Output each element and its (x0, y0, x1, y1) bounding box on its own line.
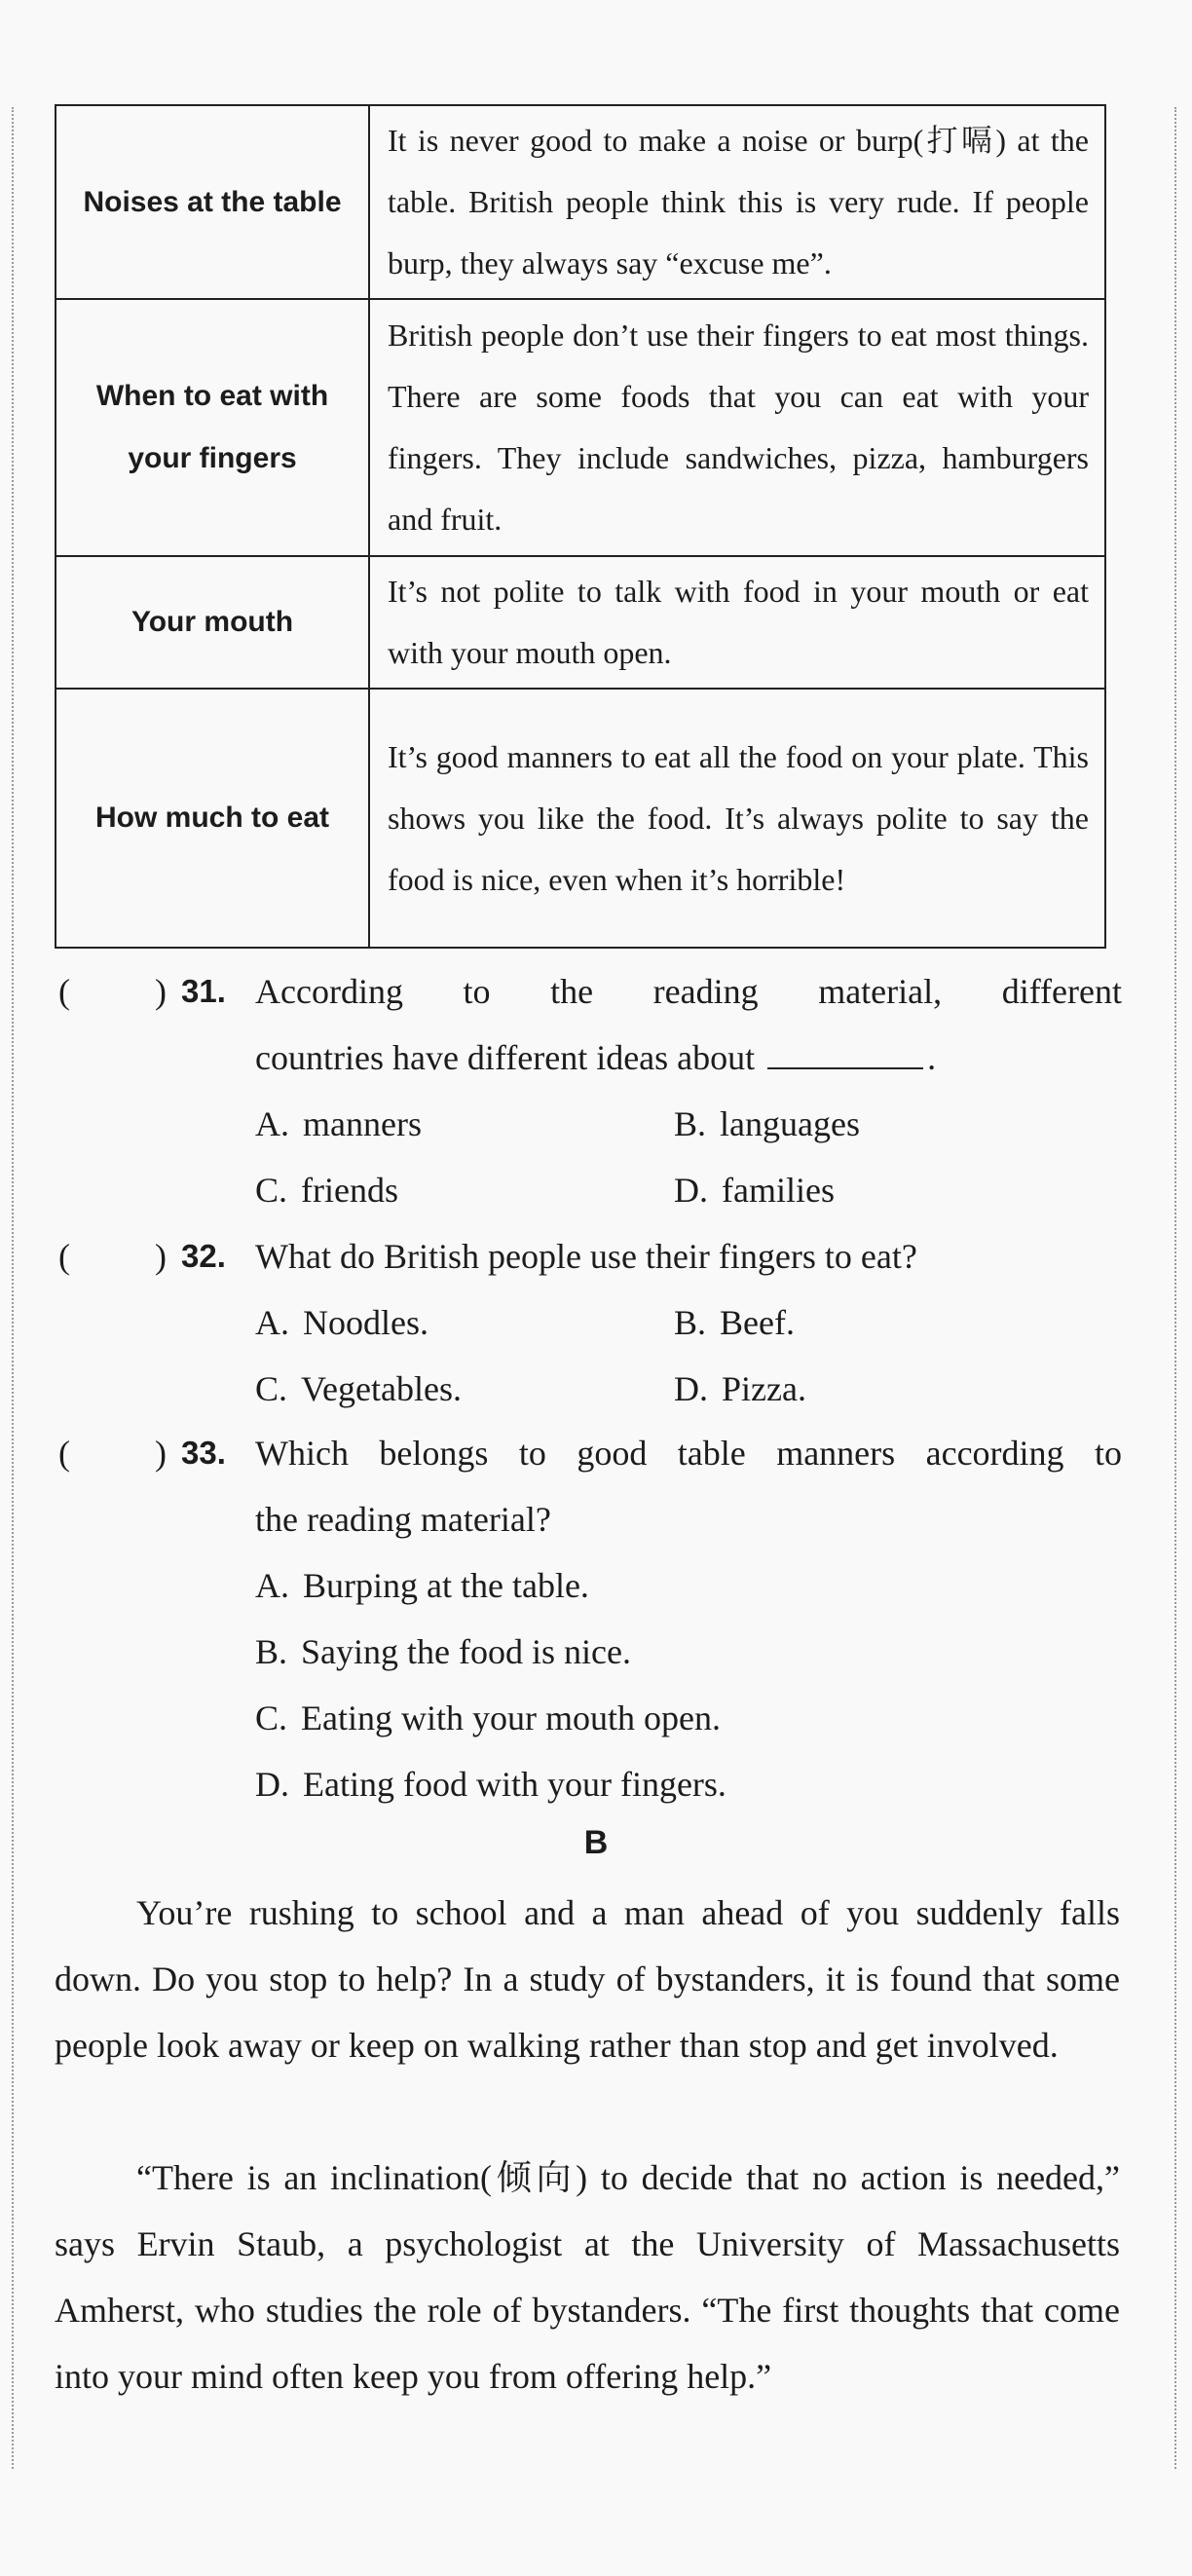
table-manners-table (55, 104, 1106, 949)
question-stem-text: countries have different ideas about (255, 1038, 756, 1077)
option-text: Eating food with your fingers. (303, 1765, 726, 1804)
option-letter: C. (255, 1699, 288, 1737)
answer-paren-open: ( (58, 972, 70, 1011)
question-number: 31. (181, 973, 226, 1009)
question-number: 33. (181, 1435, 226, 1471)
option-letter: B. (674, 1104, 707, 1143)
answer-paren-open: ( (58, 1434, 70, 1473)
question-33 (55, 1420, 1126, 1817)
option-letter: C. (255, 1171, 288, 1210)
answer-paren-close: ) (155, 972, 167, 1011)
option-letter: A. (255, 1303, 289, 1342)
option-text: Burping at the table. (303, 1566, 589, 1605)
option-c (255, 1157, 398, 1223)
option-letter: C. (255, 1369, 288, 1408)
question-stem: Which belongs to good table manners according to (255, 1434, 1122, 1473)
option-letter: D. (674, 1369, 708, 1408)
option-letter: D. (255, 1765, 289, 1804)
table-row (56, 299, 1105, 556)
question-stem-end: . (927, 1038, 937, 1077)
answer-paren-open: ( (58, 1237, 70, 1276)
passage-paragraph: You’re rushing to school and a man ahead of you suddenly falls down. Do you stop to help? In a study of bystanders, it is found that some people look away or keep on walking rather than stop and get involved. (55, 1893, 1120, 2065)
option-letter: D. (674, 1171, 708, 1210)
answer-paren-close: ) (155, 1237, 167, 1276)
option-letter: A. (255, 1104, 289, 1143)
option-text: families (722, 1171, 835, 1210)
left-margin-line (12, 107, 14, 2469)
option-a (255, 1552, 589, 1619)
question-stem: What do British people use their fingers to eat? (255, 1237, 917, 1276)
question-stem: According to the reading material, different (255, 972, 1122, 1011)
section-b-title: B (583, 1824, 609, 1861)
option-letter: B. (255, 1632, 288, 1671)
table-row (56, 556, 1105, 689)
option-d (674, 1356, 806, 1422)
option-text: Vegetables. (301, 1369, 462, 1408)
option-text: friends (301, 1171, 398, 1210)
question-stem-continued: the reading material? (255, 1500, 551, 1539)
question-stem-continued (255, 1025, 936, 1091)
question-number: 32. (181, 1238, 226, 1274)
table-topic: Noises at the table (56, 105, 369, 299)
question-32 (55, 1223, 1126, 1422)
table-topic: Your mouth (56, 556, 369, 689)
table-row (56, 105, 1105, 299)
table-description: It is never good to make a noise or burp(打嗝) at the table. British people think this is very rude. If people burp, they always say “excuse me”. (369, 105, 1105, 299)
option-text: Eating with your mouth open. (301, 1699, 721, 1737)
option-text: languages (720, 1104, 860, 1143)
option-text: manners (303, 1104, 422, 1143)
option-d (674, 1157, 835, 1223)
option-d (255, 1751, 726, 1817)
right-margin-line (1174, 107, 1176, 2469)
table-topic: When to eat with your fingers (56, 299, 369, 556)
option-letter: A. (255, 1566, 289, 1605)
option-b (674, 1289, 795, 1356)
answer-blank (767, 1028, 923, 1069)
passage-paragraph: “There is an inclination(倾向) to decide that no action is needed,” says Ervin Staub, a psychologist at the University of Massachusetts Amherst, who studies the role of bystanders. “The first thoughts that come into your mind often keep you from offering help.” (55, 2158, 1120, 2396)
table-topic: How much to eat (56, 689, 369, 948)
option-c (255, 1356, 462, 1422)
option-text: Beef. (720, 1303, 795, 1342)
option-letter: B. (674, 1303, 707, 1342)
table-description: British people don’t use their fingers to eat most things. There are some foods that you can eat with your fingers. They include sandwiches, pizza, hamburgers and fruit. (369, 299, 1105, 556)
option-text: Noodles. (303, 1303, 428, 1342)
option-a (255, 1289, 428, 1356)
question-31 (55, 958, 1126, 1223)
table-description: It’s not polite to talk with food in your mouth or eat with your mouth open. (369, 556, 1105, 689)
option-text: Pizza. (722, 1369, 806, 1408)
option-c (255, 1685, 721, 1751)
option-b (255, 1619, 631, 1685)
table-description: It’s good manners to eat all the food on your plate. This shows you like the food. It’s always polite to say the food is nice, even when it’s horrible! (369, 689, 1105, 948)
option-a (255, 1091, 422, 1157)
option-text: Saying the food is nice. (301, 1632, 631, 1671)
table-row (56, 689, 1105, 948)
answer-paren-close: ) (155, 1434, 167, 1473)
option-b (674, 1091, 860, 1157)
